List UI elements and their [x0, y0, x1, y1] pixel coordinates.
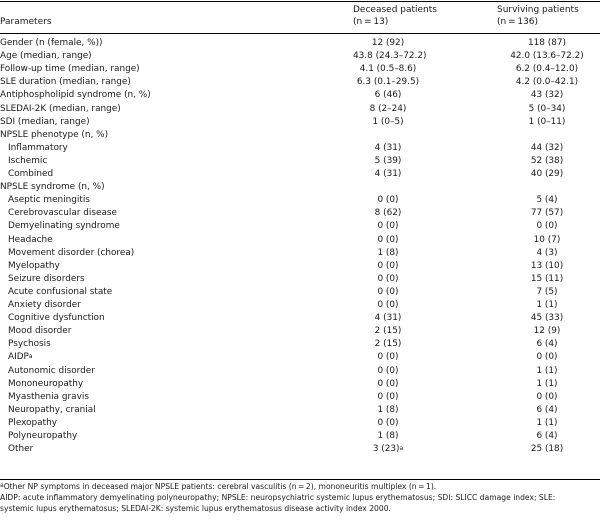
row-label-text: Myelopathy: [8, 260, 60, 271]
deceased-value: [353, 143, 423, 155]
deceased-value: [353, 90, 423, 102]
deceased-value-text: 8 (62): [374, 208, 402, 219]
header-parameters: Parameters: [0, 17, 52, 27]
deceased-value: [353, 261, 423, 273]
deceased-value: [353, 444, 423, 456]
deceased-value: [353, 208, 423, 220]
row-label: [8, 274, 85, 286]
table-row: [0, 64, 600, 76]
row-label: [8, 431, 77, 443]
deceased-value-text: 12 (92): [371, 38, 405, 48]
deceased-value-text: 0 (0): [377, 234, 399, 245]
row-label: [8, 300, 81, 312]
row-label-text: Psychosis: [8, 339, 51, 350]
deceased-value: [353, 38, 423, 50]
row-label-text: SDI (median, range): [0, 116, 90, 127]
surviving-value: 44 (32): [530, 142, 564, 153]
table-row: [0, 156, 600, 168]
deceased-value-text: 0 (0): [377, 221, 399, 232]
deceased-value-text: 0 (0): [377, 195, 399, 206]
surviving-value: 5 (0–34): [528, 103, 566, 114]
header-surviving-n: (n = 136): [497, 17, 539, 27]
row-label-text: Mononeuropathy: [8, 378, 84, 389]
deceased-value: [353, 313, 423, 325]
row-label-text: Other: [8, 444, 34, 455]
deceased-value-text: 4 (31): [374, 142, 402, 153]
row-label: [8, 143, 68, 155]
table-row: [0, 77, 600, 89]
surviving-value: 15 (11): [530, 273, 564, 284]
deceased-value-text: 1 (8): [377, 247, 399, 258]
row-label: [0, 51, 92, 63]
row-label-text: Headache: [8, 234, 53, 245]
surviving-value: 6.2 (0.4–12.0): [515, 64, 579, 75]
deceased-value: [353, 339, 423, 351]
deceased-value-text: 0 (0): [377, 417, 399, 428]
table-row: [0, 274, 600, 286]
row-label-text: Seizure disorders: [8, 273, 85, 284]
deceased-value: [353, 405, 423, 417]
row-label-text: Ischemic: [8, 155, 48, 166]
surviving-value: 13 (10): [530, 260, 564, 271]
deceased-value: [353, 169, 423, 181]
deceased-value: [353, 287, 423, 299]
footnote-abbreviations-2: systemic lupus erythematosus; SLEDAI-2K: systemic lupus erythematosus disease activity index 2000.: [0, 504, 391, 513]
deceased-value-text: 4.1 (0.5–8.6): [359, 64, 417, 75]
deceased-value-text: 3 (23): [372, 444, 400, 455]
table-row: [0, 235, 600, 247]
table-row: [0, 51, 600, 63]
surviving-value: 118 (87): [528, 38, 566, 48]
surviving-value: 5 (4): [536, 195, 558, 206]
deceased-value: [353, 117, 423, 129]
row-label: [0, 90, 151, 102]
deceased-value-text: 0 (0): [377, 260, 399, 271]
row-label-text: AIDP: [8, 352, 29, 363]
table-row: [0, 248, 600, 260]
deceased-value: [353, 366, 423, 378]
table-row: [0, 221, 600, 233]
deceased-value: [353, 248, 423, 260]
table-row: [0, 313, 600, 325]
bottom-rule: [0, 479, 600, 480]
deceased-value: [353, 352, 423, 364]
surviving-value: 1 (1): [536, 378, 558, 389]
deceased-value: [353, 104, 423, 116]
deceased-value-text: 2 (15): [374, 339, 402, 350]
deceased-value: [353, 392, 423, 404]
deceased-value: [353, 235, 423, 247]
surviving-value: 77 (57): [530, 208, 564, 219]
deceased-value-text: 0 (0): [377, 378, 399, 389]
row-label-text: Acute confusional state: [8, 286, 113, 297]
row-label: [8, 313, 105, 325]
row-label-text: Antiphospholipid syndrome (n, %): [0, 90, 151, 101]
row-label: [8, 169, 53, 181]
row-label: [0, 77, 131, 89]
row-label: [8, 352, 33, 364]
table-row: [0, 444, 600, 456]
deceased-value-text: 8 (2–24): [369, 103, 407, 114]
deceased-value: [353, 418, 423, 430]
table-row: [0, 195, 600, 207]
row-label-text: Gender (n (female, %)): [0, 38, 103, 48]
row-label-text: Myasthenia gravis: [8, 391, 89, 402]
table-row: [0, 352, 600, 364]
row-label-text: Autonomic disorder: [8, 365, 95, 376]
deceased-value-text: 0 (0): [377, 273, 399, 284]
row-label-text: Mood disorder: [8, 326, 72, 337]
header-deceased-title: Deceased patients: [353, 5, 437, 15]
deceased-value-text: 0 (0): [377, 286, 399, 297]
surviving-value: 6 (4): [536, 404, 558, 415]
row-label: [8, 326, 71, 338]
surviving-value: 25 (18): [530, 444, 564, 455]
row-label-text: SLEDAI-2K (median, range): [0, 103, 121, 114]
deceased-value-text: 0 (0): [377, 352, 399, 363]
table-row: [0, 379, 600, 391]
surviving-value: 0 (0): [536, 352, 558, 363]
row-label: [8, 339, 51, 351]
row-label-text: Cerebrovascular disease: [8, 208, 117, 219]
table-row: [0, 90, 600, 102]
deceased-value: [353, 77, 423, 89]
table-row: [0, 366, 600, 378]
header-deceased-n: (n = 13): [353, 17, 389, 27]
table-row: [0, 431, 600, 443]
row-label: [8, 156, 47, 168]
surviving-value: 6 (4): [536, 431, 558, 441]
surviving-value: 1 (1): [536, 365, 558, 376]
row-label: [8, 248, 134, 260]
row-label-text: Plexopathy: [8, 417, 57, 428]
deceased-value-text: 1 (8): [377, 404, 399, 415]
surviving-value: 0 (0): [536, 391, 558, 402]
header-rule: [0, 33, 600, 34]
deceased-value-text: 6.3 (0.1–29.5): [356, 77, 420, 88]
row-label-text: Inflammatory: [8, 142, 68, 153]
row-label-text: Neuropathy, cranial: [8, 404, 96, 415]
table-row: [0, 405, 600, 417]
row-label: [8, 366, 95, 378]
row-label: [8, 208, 117, 220]
deceased-value-text: 43.8 (24.3–72.2): [353, 51, 427, 62]
row-label: [8, 444, 33, 456]
row-label-text: Movement disorder (chorea): [8, 247, 135, 258]
row-label-text: NPSLE syndrome (n, %): [0, 182, 105, 193]
surviving-value: 1 (0–11): [528, 116, 566, 127]
row-label: [0, 64, 140, 76]
row-label-text: Cognitive dysfunction: [8, 313, 105, 324]
top-rule: [0, 1, 600, 2]
table-row: [0, 392, 600, 404]
row-label: [8, 287, 112, 299]
table-row: [0, 326, 600, 338]
surviving-value: 6 (4): [536, 339, 558, 350]
table-row: [0, 104, 600, 116]
row-label-text: Aseptic meningitis: [8, 195, 90, 206]
surviving-value: 7 (5): [536, 286, 558, 297]
deceased-value-text: 0 (0): [377, 300, 399, 310]
row-label-text: Age (median, range): [0, 51, 92, 62]
deceased-value: [353, 221, 423, 233]
table-row: [0, 208, 600, 220]
footnote-abbreviations-1: AIDP: acute inflammatory demyelinating polyneuropathy; NPSLE: neuropsychiatric systemic lupus erythematosus; SDI: SLICC damage index; SLE:: [0, 493, 556, 502]
table-row: [0, 287, 600, 299]
footnote-marker: a: [399, 445, 404, 453]
surviving-value: 1 (1): [536, 417, 558, 428]
deceased-value: [353, 51, 427, 63]
row-label-text: Demyelinating syndrome: [8, 221, 120, 232]
table-row: [0, 300, 600, 312]
table-row: [0, 418, 600, 430]
surviving-value: 0 (0): [536, 221, 558, 232]
row-label-text: NPSLE phenotype (n, %): [0, 129, 109, 140]
table-row: [0, 261, 600, 273]
deceased-value: [353, 156, 423, 168]
surviving-value: 1 (1): [536, 300, 558, 310]
row-label: [0, 182, 105, 194]
row-label: [8, 261, 60, 273]
table-row: [0, 182, 600, 194]
row-label: [8, 235, 53, 247]
surviving-value: 4.2 (0.0–42.1): [515, 77, 579, 88]
table-row: [0, 143, 600, 155]
row-label: [8, 221, 120, 233]
deceased-value-text: 5 (39): [374, 155, 402, 166]
row-label-text: Polyneuropathy: [8, 431, 78, 441]
surviving-value: 12 (9): [533, 326, 561, 337]
row-label-text: Combined: [8, 169, 54, 179]
deceased-value-text: 0 (0): [377, 365, 399, 376]
deceased-value: [353, 195, 423, 207]
surviving-value: 45 (33): [530, 313, 564, 324]
deceased-value-text: 0 (0): [377, 391, 399, 402]
header-surviving-title: Surviving patients: [497, 5, 579, 15]
surviving-value: 52 (38): [530, 155, 564, 166]
deceased-value-text: 4 (31): [374, 169, 402, 179]
deceased-value-text: 1 (0–5): [372, 116, 404, 127]
row-label-text: Follow-up time (median, range): [0, 64, 140, 75]
surviving-value: 4 (3): [536, 247, 558, 258]
row-label: [8, 379, 83, 391]
footnote-line-1: Other NP symptoms in deceased major NPSLE patients: cerebral vasculitis (n = 2), mononeuritis multiplex (n = 1).: [3, 482, 437, 491]
deceased-value: [353, 326, 423, 338]
surviving-value: 42.0 (13.6–72.2): [510, 51, 584, 62]
deceased-value-text: 6 (46): [374, 90, 402, 101]
row-label-text: Anxiety disorder: [8, 300, 81, 310]
surviving-value: 43 (32): [530, 90, 564, 101]
deceased-value-text: 1 (8): [377, 431, 399, 441]
table-row: [0, 339, 600, 351]
row-label: [0, 104, 121, 116]
row-label: [8, 195, 90, 207]
surviving-value: 40 (29): [530, 169, 564, 179]
deceased-value: [353, 431, 423, 443]
deceased-value: [353, 300, 423, 312]
table-row: [0, 38, 600, 50]
table-row: [0, 117, 600, 129]
row-label: [0, 130, 108, 142]
deceased-value: [353, 274, 423, 286]
table-row: [0, 130, 600, 142]
row-label: [0, 117, 90, 129]
row-label-text: SLE duration (median, range): [0, 77, 131, 88]
surviving-value: 10 (7): [533, 234, 561, 245]
deceased-value-text: 4 (31): [374, 313, 402, 324]
footnote-a: [0, 482, 598, 493]
row-label: [8, 405, 96, 417]
row-label: [8, 392, 89, 404]
footnote-marker: a: [0, 482, 4, 489]
table-row: [0, 169, 600, 181]
row-label: [8, 418, 57, 430]
deceased-value-text: 2 (15): [374, 326, 402, 337]
row-label: [0, 38, 103, 50]
footnote-marker: a: [28, 353, 33, 361]
deceased-value: [353, 379, 423, 391]
deceased-value: [353, 64, 423, 76]
